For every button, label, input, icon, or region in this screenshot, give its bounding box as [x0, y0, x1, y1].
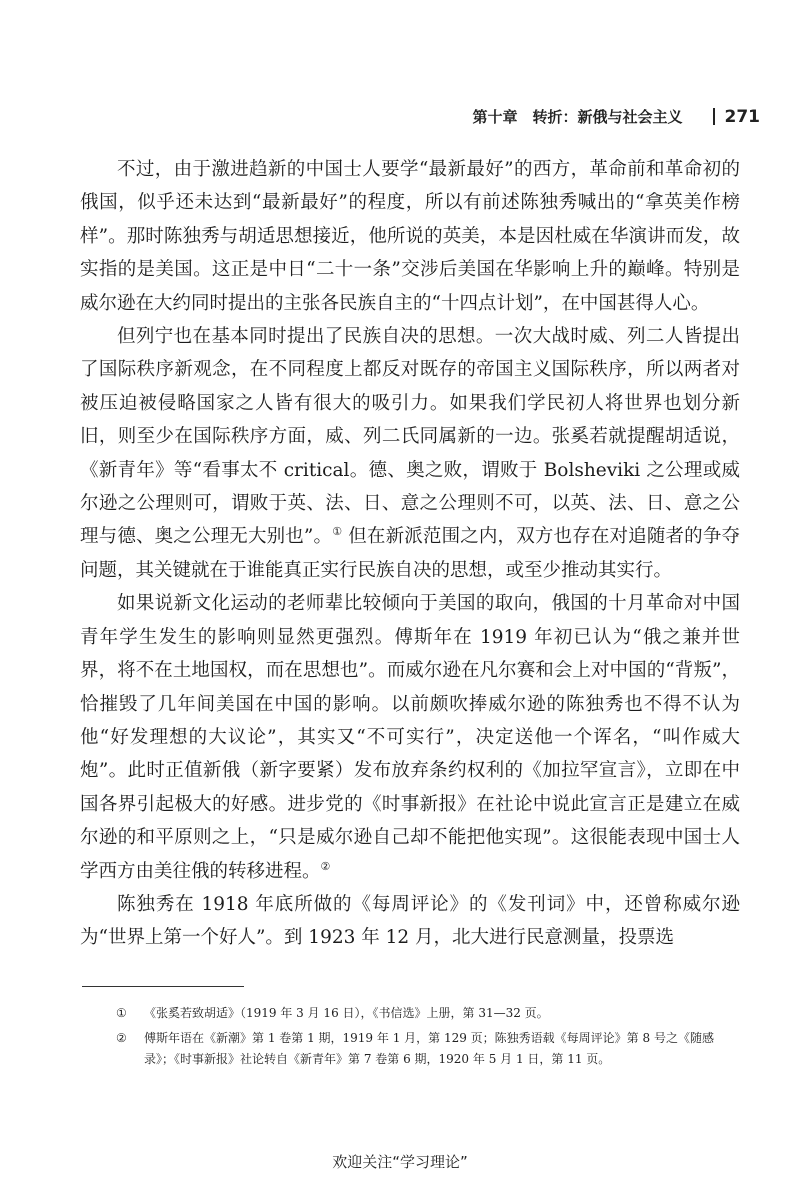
page-footer: 欢迎关注“学习理论”: [332, 1153, 468, 1171]
paragraph: 如果说新文化运动的老师辈比较倾向于美国的取向，俄国的十月革命对中国青年学生发生的影响则显然更强烈。傅斯年在 1919 年初已认为“俄之兼并世界，将不在土地国权，而在思想也”。而威尔逊在凡尔赛和会上对中国的“背叛”，恰摧毁了几年间美国在中国的影响。以前颇吹捧威尔逊的陈独秀也不得不认为他“好发理想的大议论”，其实又“不可实行”，决定送他一个诨名，“叫作威大炮”。此时正值新俄（新字要紧）发布放弃条约权利的《加拉罕宣言》，立即在中国各界引起极大的好感。进步党的《时事新报》在社论中说此宣言正是建立在威尔逊的和平原则之上，“只是威尔逊自己却不能把他实现”。这很能表现中国士人学西方由美往俄的转移进程。②: [80, 593, 740, 882]
paragraph: 陈独秀在 1918 年底所做的《每周评论》的《发刊词》中，还曾称威尔逊为“世界上第一个好人”。到 1923 年 12 月，北大进行民意测量，投票选: [80, 893, 740, 949]
running-header: [472, 106, 760, 127]
footnote-divider: [82, 986, 244, 987]
footnote: [116, 1028, 740, 1070]
footnote: [116, 1003, 740, 1024]
footnote-ref[interactable]: ①: [332, 525, 343, 539]
footnote-text: 《张奚若致胡适》（1919 年 3 月 16 日），《书信选》上册，第 31—32 页。: [144, 1006, 549, 1020]
body-text: [80, 153, 740, 955]
footnote-ref[interactable]: ②: [320, 859, 331, 873]
footnotes: [116, 1003, 740, 1074]
paragraph: 但列宁也在基本同时提出了民族自决的思想。一次大战时威、列二人皆提出了国际秩序新观念，在不同程度上都反对既存的帝国主义国际秩序，所以两者对被压迫被侵略国家之人皆有很大的吸引力。如果我们学民初人将世界也划分新旧，则至少在国际秩序方面，威、列二氏同属新的一边。张奚若就提醒胡适说，《新青年》等“看事太不 critical。德、奥之败，谓败于 Bolsheviki 之公理或威尔逊之公理则可，谓败于英、法、日、意之公理则不可，以英、法、日、意之公理与德、奥之公理无大别也”。① 但在新派范围之内，双方也存在对追随者的争夺问题，其关键就在于谁能真正实行民族自决的思想，或至少推动其实行。: [80, 326, 740, 581]
footnote-mark: ②: [116, 1031, 127, 1045]
header-divider: [713, 108, 715, 125]
paragraph: 不过，由于激进趋新的中国士人要学“最新最好”的西方，革命前和革命初的俄国，似乎还未达到“最新最好”的程度，所以有前述陈独秀喊出的“拿英美作榜样”。那时陈独秀与胡适思想接近，他所说的英美，本是因杜威在华演讲而发，故实指的是美国。这正是中日“二十一条”交涉后美国在华影响上升的巅峰。特别是威尔逊在大约同时提出的主张各民族自主的“十四点计划”，在中国甚得人心。: [80, 159, 740, 314]
page-number: 271: [724, 106, 760, 127]
footnote-text: 傅斯年语在《新潮》第 1 卷第 1 期，1919 年 1 月，第 129 页；陈独秀语载《每周评论》第 8 号之《随感录》；《时事新报》社论转自《新青年》第 7 卷第 6 期，1920 年 5 月 1 日，第 11 页。: [144, 1031, 714, 1066]
chapter-title: 第十章 转折：新俄与社会主义: [472, 108, 683, 126]
footnote-mark: ①: [116, 1006, 127, 1020]
